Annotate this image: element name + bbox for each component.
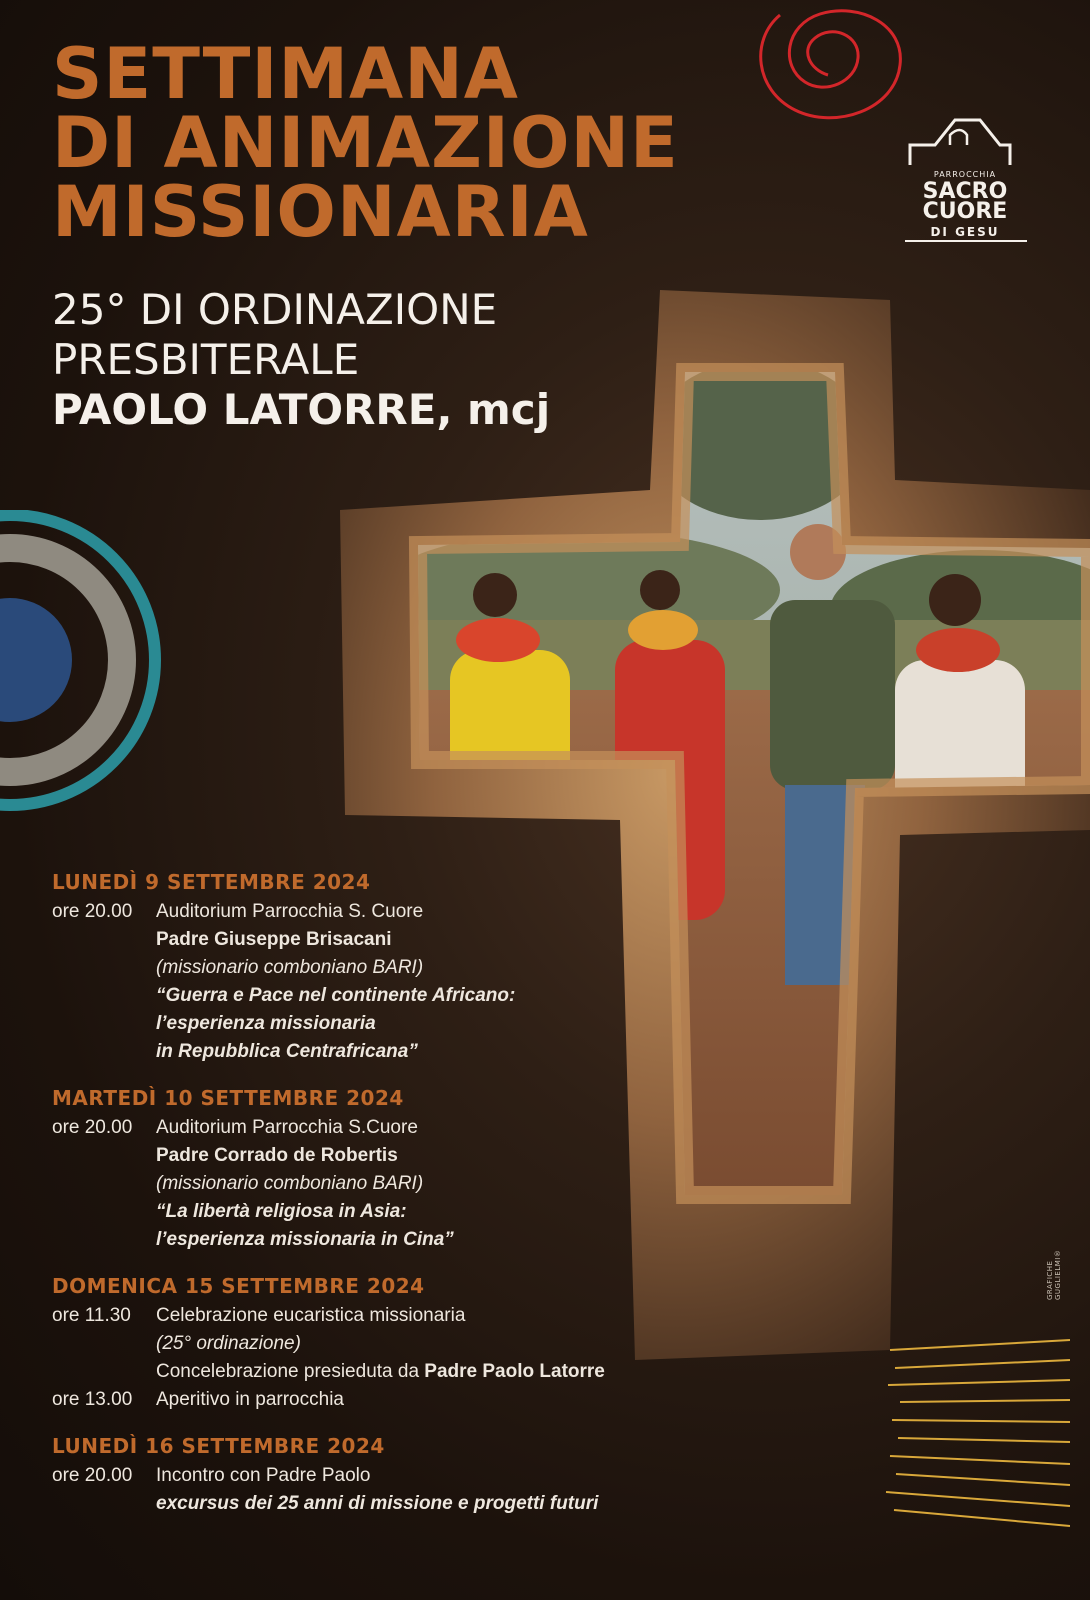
title-line-2: DI ANIMAZIONE — [52, 102, 679, 184]
event-speaker-role: (missionario comboniano BARI) — [156, 1173, 424, 1194]
event-time: ore 11.30 — [52, 1305, 131, 1326]
title-line-3: MISSIONARIA — [52, 171, 589, 253]
event-time: ore 20.00 — [52, 901, 133, 922]
celebrant-prefix: Concelebrazione presieduta da — [156, 1361, 425, 1382]
event-day — [52, 1274, 732, 1414]
event-day — [52, 870, 732, 1066]
celebrant-name: Padre Paolo Latorre — [424, 1361, 605, 1382]
event-time: ore 20.00 — [52, 1117, 133, 1138]
event-row — [52, 1114, 732, 1254]
event-activity: Aperitivo in parrocchia — [156, 1389, 344, 1410]
event-topic-line: in Repubblica Centrafricana” — [156, 1041, 418, 1062]
event-speaker-role: (missionario comboniano BARI) — [156, 957, 424, 978]
concentric-rings-decoration — [0, 510, 170, 820]
gold-lines-decoration — [880, 1330, 1070, 1530]
event-time: ore 20.00 — [52, 1465, 133, 1486]
title-line-1: SETTIMANA — [52, 33, 519, 115]
event-description — [156, 1462, 598, 1518]
event-speaker: Padre Corrado de Robertis — [156, 1145, 398, 1166]
event-row — [52, 1386, 732, 1414]
event-date: LUNEDÌ 9 SETTEMBRE 2024 — [52, 870, 371, 894]
event-speaker: Padre Giuseppe Brisacani — [156, 929, 392, 950]
events-schedule — [52, 870, 732, 1538]
subtitle-name: PAOLO LATORRE, mcj — [52, 385, 551, 434]
event-day — [52, 1434, 732, 1518]
event-activity: Incontro con Padre Paolo — [156, 1465, 371, 1486]
event-venue: Auditorium Parrocchia S. Cuore — [156, 901, 424, 922]
subtitle — [52, 285, 550, 435]
subtitle-line-1: 25° DI ORDINAZIONE — [52, 285, 498, 334]
event-topic-line: “La libertà religiosa in Asia: — [156, 1201, 407, 1222]
parish-logo — [905, 110, 1035, 250]
event-description — [156, 1302, 605, 1386]
event-celebrant-line — [156, 1358, 605, 1386]
event-description — [156, 1386, 344, 1414]
event-row — [52, 1462, 732, 1518]
print-credit: GRAFICHE GUGLIELMI® — [1046, 1249, 1062, 1300]
logo-parrocchia: PARROCCHIA — [933, 170, 997, 179]
event-description — [156, 898, 515, 1066]
event-venue: Auditorium Parrocchia S.Cuore — [156, 1117, 418, 1138]
event-note: (25° ordinazione) — [156, 1333, 301, 1354]
event-row — [52, 1302, 732, 1386]
event-row — [52, 898, 732, 1066]
event-date: DOMENICA 15 SETTEMBRE 2024 — [52, 1274, 425, 1298]
event-time: ore 13.00 — [52, 1389, 133, 1410]
logo-di-gesu: DI GESU — [930, 225, 1000, 239]
subtitle-line-2: PRESBITERALE — [52, 335, 360, 384]
event-date: MARTEDÌ 10 SETTEMBRE 2024 — [52, 1086, 404, 1110]
event-topic-line: “Guerra e Pace nel continente Africano: — [156, 985, 516, 1006]
event-activity: Celebrazione eucaristica missionaria — [156, 1305, 466, 1326]
event-topic-line: l’esperienza missionaria — [156, 1013, 376, 1034]
event-date: LUNEDÌ 16 SETTEMBRE 2024 — [52, 1434, 385, 1458]
event-topic-line: excursus dei 25 anni di missione e progetti futuri — [156, 1493, 599, 1514]
logo-sacro: SACRO — [922, 179, 1008, 204]
logo-cuore: CUORE — [922, 199, 1008, 224]
event-title — [52, 33, 679, 253]
event-topic-line: l’esperienza missionaria in Cina” — [156, 1229, 454, 1250]
event-day — [52, 1086, 732, 1254]
event-description — [156, 1114, 454, 1254]
